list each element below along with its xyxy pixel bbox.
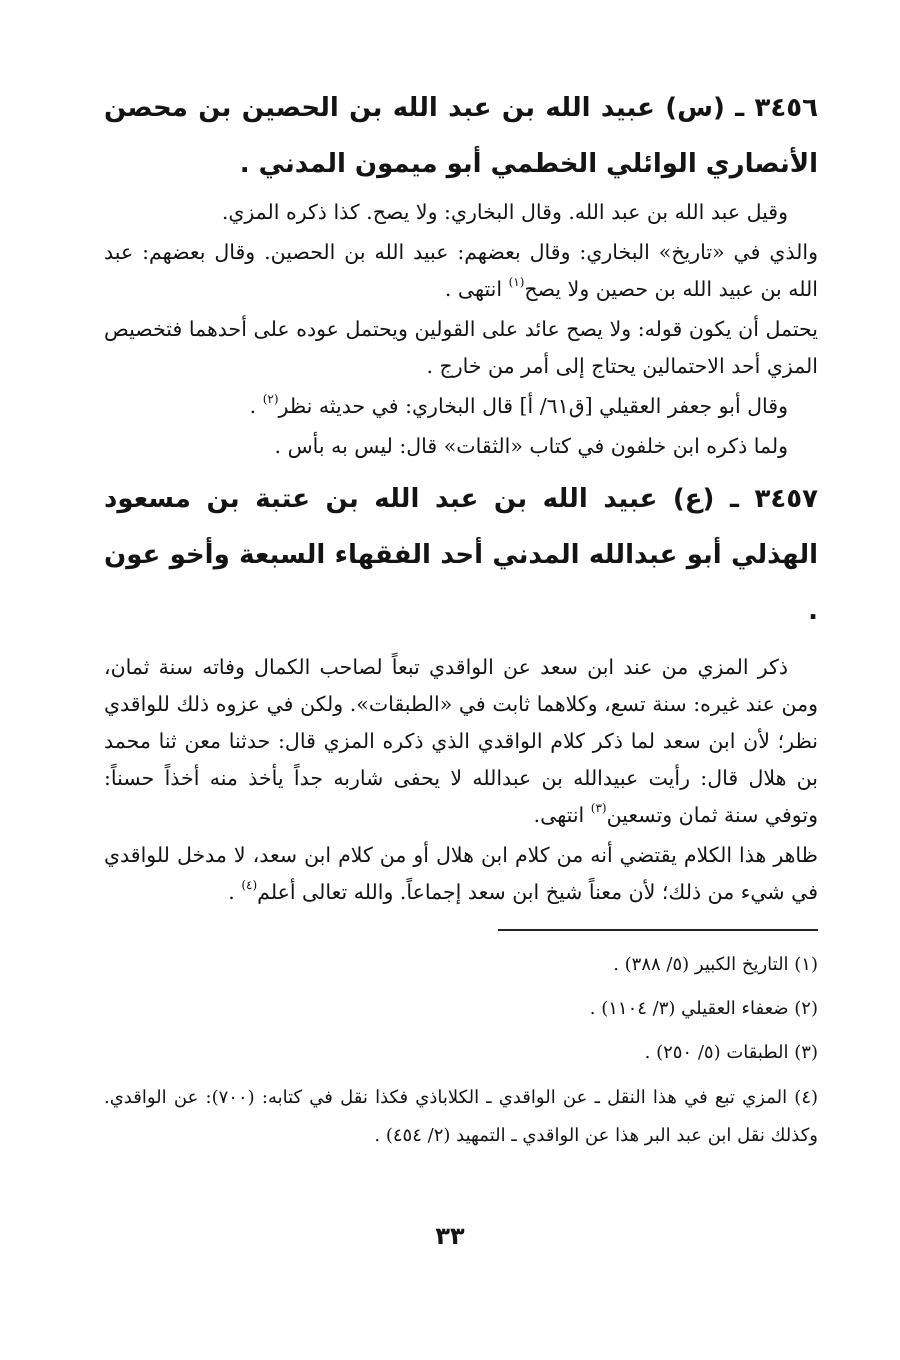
paragraph-text: . [249,394,263,418]
page-number: ٣٣ [435,1222,465,1250]
footnote: (١) التاريخ الكبير (٥/ ٣٨٨) . [613,954,818,975]
entry-heading: ٣٤٥٧ ـ (ع) عبيد الله بن عبد الله بن عتبة بن مسعود الهذلي أبو عبدالله المدني أحد الفقهاء السبعة وأخو عون . [104,484,818,626]
paragraph-text: انتهى. [533,803,591,827]
paragraph: يحتمل أن يكون قوله: ولا يصح عائد على القولين ويحتمل عوده على أحدهما فتخصيص المزي أحد الاحتمالين يحتاج إلى أمر من خارج . [104,317,818,378]
paragraph-text: والذي في «تاريخ» البخاري: وقال بعضهم: عبيد الله بن الحصين. وقال بعضهم: عبد الله بن عبيد الله بن حصين ولا يصح [104,240,818,301]
paragraph-text: ذكر المزي من عند ابن سعد عن الواقدي تبعاً لصاحب الكمال وفاته سنة ثمان، ومن عند غيره: سنة تسع، وكلاهما ثابت في «الطبقات». ولكن في عزوه ذلك للواقدي نظر؛ لأن ابن سعد لما ذكر كلام الواقدي الذي ذكره المزي قال: حدثنا معن ثنا محمد بن هلال قال: رأيت عبيدالله بن عبدالله لا يحفى شاربه جداً يأخذ منه أخذاً حسناً: وتوفي سنة ثمان وتسعين [104,655,818,827]
footnote: (٣) الطبقات (٥/ ٢٥٠) . [644,1042,818,1063]
paragraph-text: . [228,880,242,904]
footnote: (٤) المزي تبع في هذا النقل ـ عن الواقدي ـ الكلاباذي فكذا نقل في كتابه: (٧٠٠): عن الواقدي. وكذلك نقل ابن عبد البر هذا عن الواقدي ـ التمهيد (٢/ ٤٥٤) . [104,1087,819,1146]
paragraph-text: انتهى . [444,277,509,301]
footnote-reference[interactable]: (٣) [590,801,607,815]
paragraph-text: وقال أبو جعفر العقيلي [ق٦١/ أ] قال البخاري: في حديثه نظر [278,394,788,418]
footnote-divider [498,929,818,931]
paragraph [104,234,818,308]
entry-heading: ٣٤٥٦ ـ (س) عبيد الله بن عبد الله بن الحصين بن محصن الأنصاري الوائلي الخطمي أبو ميمون المدني . [104,93,818,179]
paragraph [104,388,818,425]
paragraph: وقيل عبد الله بن عبد الله. وقال البخاري: ولا يصح. كذا ذكره المزي. [221,200,788,224]
paragraph [104,649,818,834]
footnote: (٢) ضعفاء العقيلي (٣/ ١١٠٤) . [589,998,818,1019]
paragraph: ولما ذكره ابن خلفون في كتاب «الثقات» قال: ليس به بأس . [274,434,788,458]
footnote-reference[interactable]: (٢) [262,392,279,406]
footnote-reference[interactable]: (١) [508,275,525,289]
paragraph [104,837,818,911]
footnote-reference[interactable]: (٤) [241,878,258,892]
paragraph-text: ظاهر هذا الكلام يقتضي أنه من كلام ابن هلال أو من كلام ابن سعد، لا مدخل للواقدي في شيء من ذلك؛ لأن معناً شيخ ابن سعد إجماعاً. والله تعالى أعلم [104,843,818,904]
